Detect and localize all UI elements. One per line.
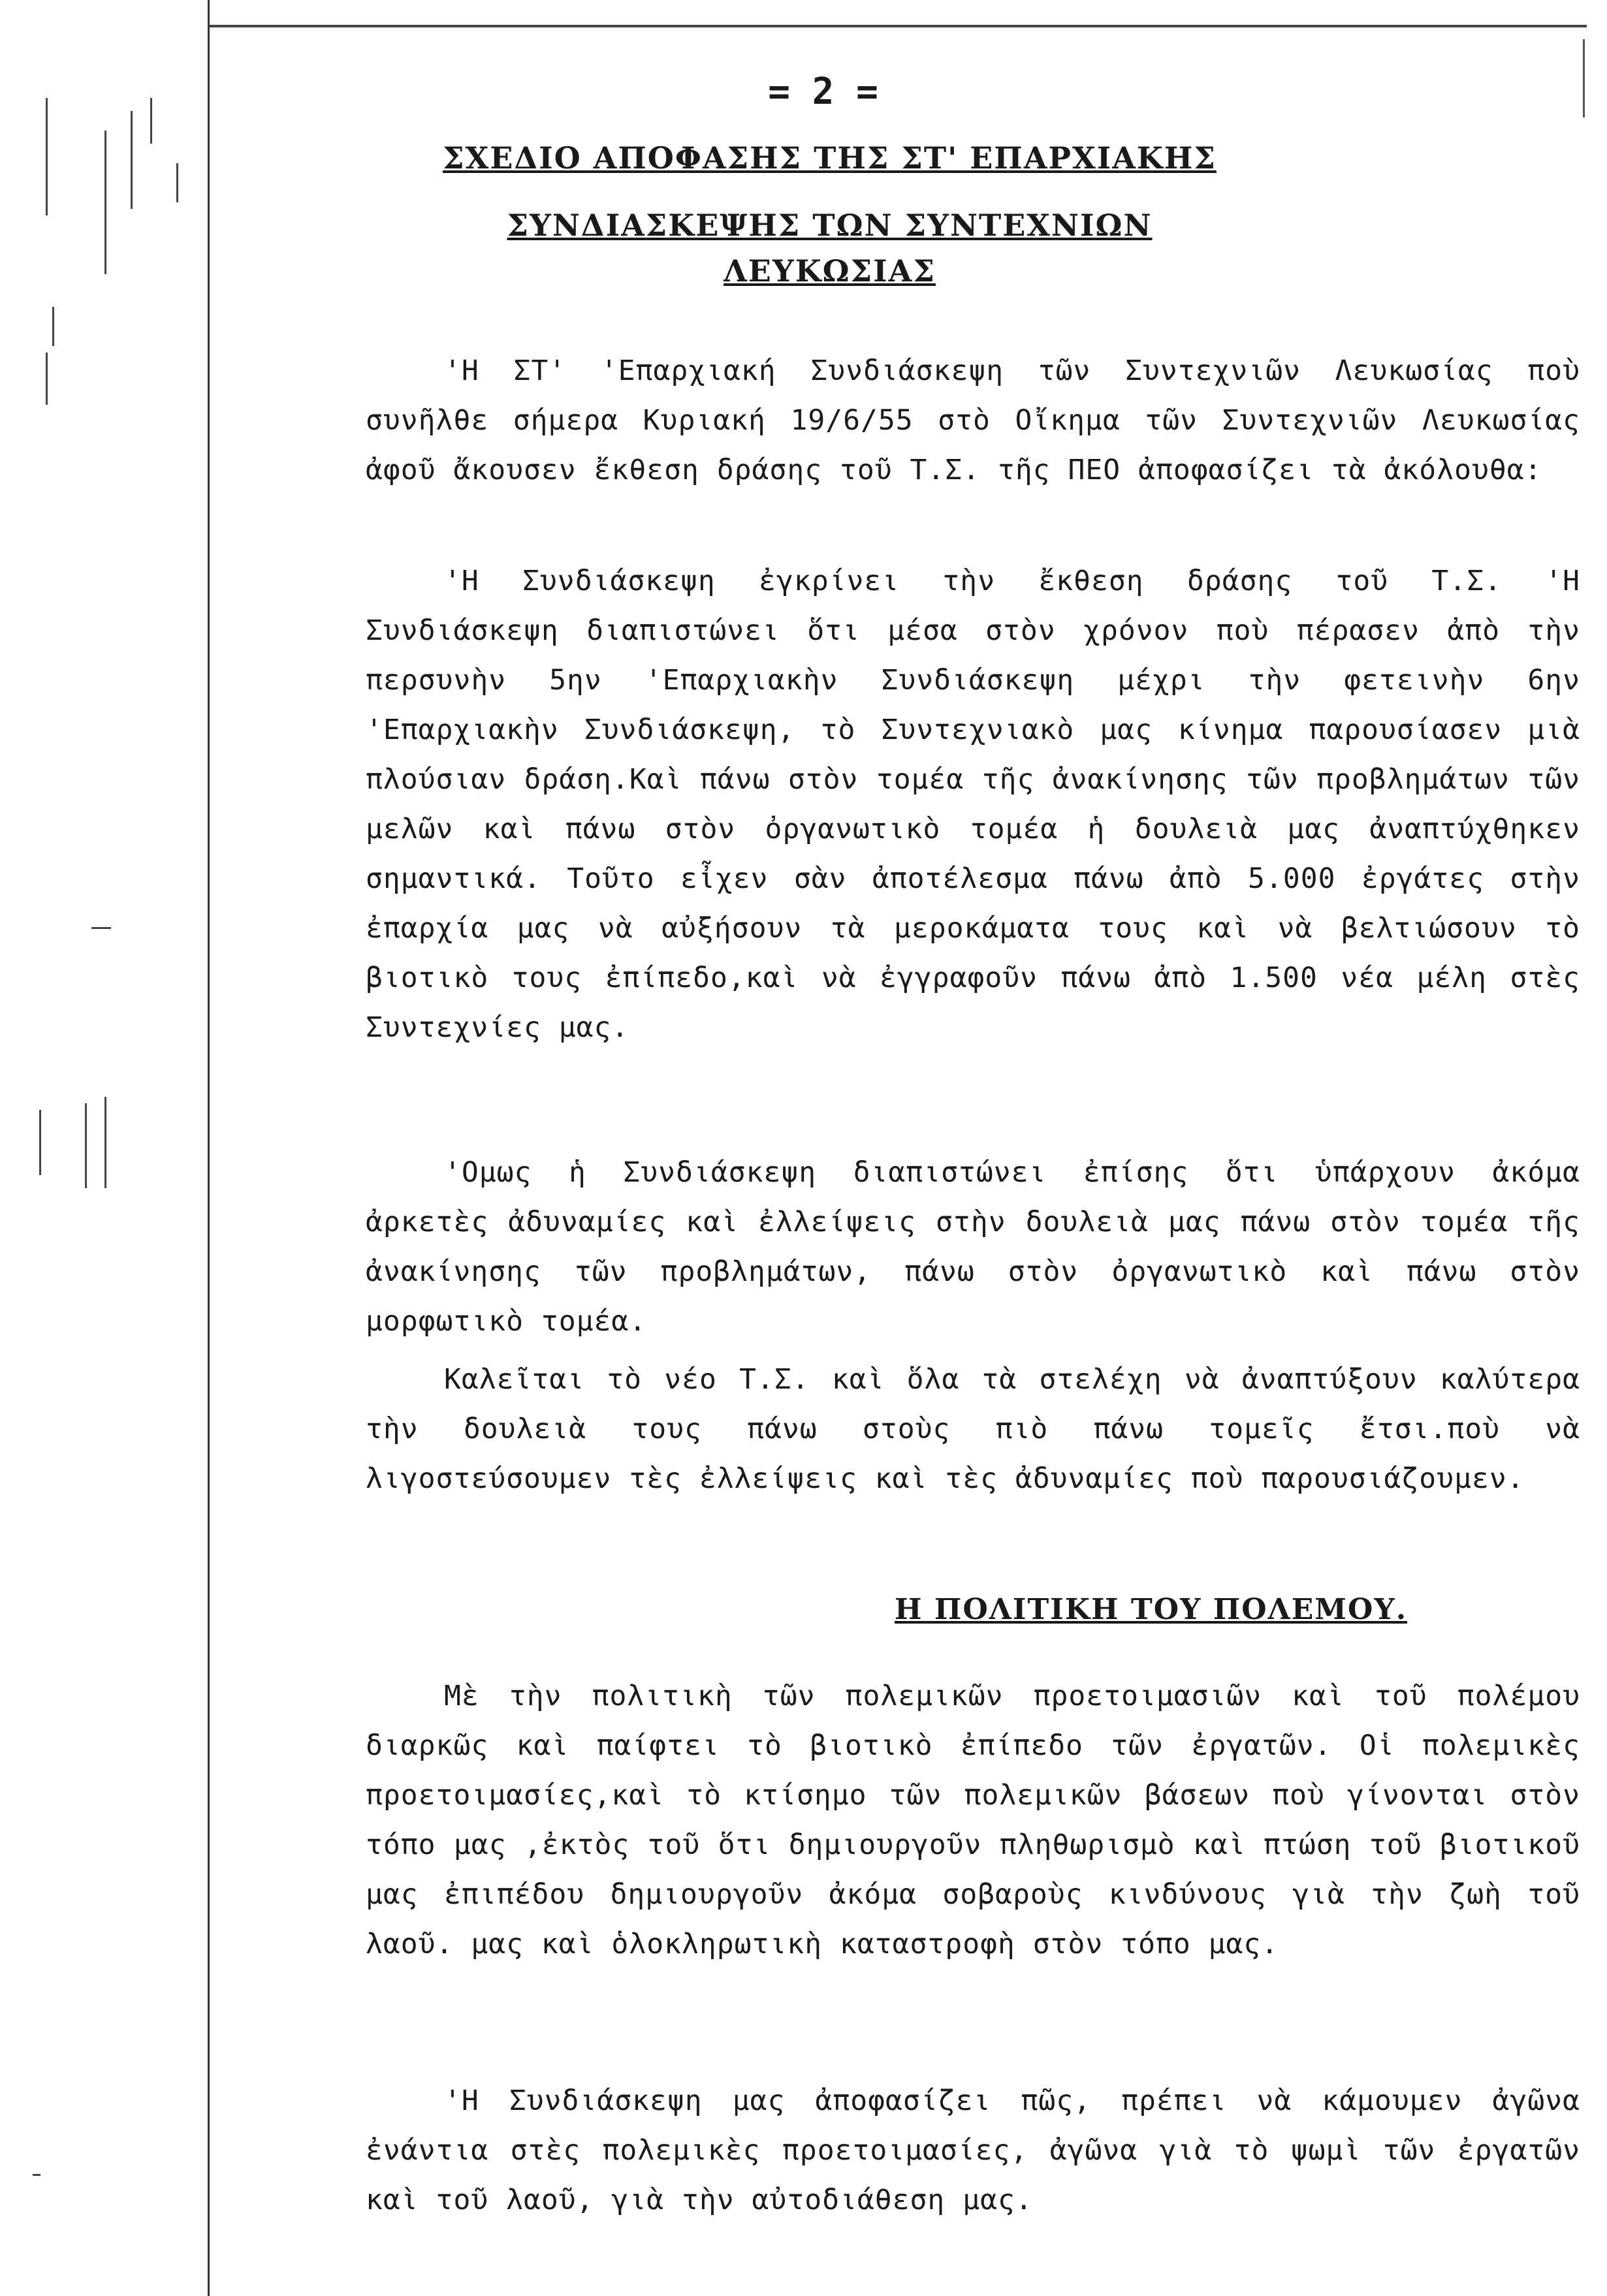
section-heading-war-policy: Η ΠΟΛΙΤΙΚΗ ΤΟΥ ΠΟΛΕΜΟΥ. — [895, 1593, 1408, 1626]
left-margin-rule — [208, 0, 210, 2296]
margin-scratch — [104, 1097, 106, 1188]
margin-scratch — [85, 1103, 87, 1188]
document-title-line-2: ΣΥΝΔΙΑΣΚΕΨΗΣ ΤΩΝ ΣΥΝΤΕΧΝΙΩΝ — [507, 208, 1153, 243]
paragraph-text: 'Η Συνδιάσκεψη μας ἀποφασίζει πῶς, πρέπει νὰ κάμουμεν ἀγῶνα ἐνάντια στὲς πολεμικὲς προετοιμασίες, ἀγῶνα γιὰ τὸ ψωμὶ τῶν ἐργατῶν καὶ τοῦ λαοῦ, γιὰ τὴν αὐτοδιάθεση μας. — [366, 2084, 1580, 2216]
margin-scratch — [46, 353, 48, 405]
paragraph-call — [366, 1355, 1580, 1503]
paragraph-text: 'Ομως ἡ Συνδιάσκεψη διαπιστώνει ἐπίσης ὅτι ὑπάρχουν ἀκόμα ἀρκετὲς ἀδυναμίες καὶ ἐλλείψεις στὴν δουλειὰ μας πάνω στὸν τομέα τῆς ἀνακίνησης τῶν προβλημάτων, πάνω στὸν ὀργανωτικὸ καὶ πάνω στὸν μορφωτικὸ τομέα. — [366, 1156, 1580, 1338]
paragraph-text: Μὲ τὴν πολιτικὴ τῶν πολεμικῶν προετοιμασιῶν καὶ τοῦ πολέμου διαρκῶς καὶ παίφτει τὸ βιοτικὸ ἐπίπεδο τῶν ἐργατῶν. Οἱ πολεμικὲς προετοιμασίες,καὶ τὸ κτίσημο τῶν πολεμικῶν βάσεων ποὺ γίνονται στὸν τόπο μας ,ἐκτὸς τοῦ ὅτι δημιουργοῦν πληθωρισμὸ καὶ πτώση τοῦ βιοτικοῦ μας ἐπιπέδου δημιουργοῦν ἀκόμα σοβαροὺς κινδύνους γιὰ τὴν ζωὴ τοῦ λαοῦ. μας καὶ ὁλοκληρωτικὴ καταστροφὴ στὸν τόπο μας. — [366, 1680, 1580, 1960]
paragraph-text: Καλεῖται τὸ νέο Τ.Σ. καὶ ὅλα τὰ στελέχη νὰ ἀναπτύξουν καλύτερα τὴν δουλειὰ τους πάνω στοὺς πιὸ πάνω τομεῖς ἔτσι.ποὺ νὰ λιγοστεύσουμεν τὲς ἐλλείψεις καὶ τὲς ἀδυναμίες ποὺ παρουσιάζουμεν. — [366, 1363, 1580, 1495]
paragraph-approval — [366, 556, 1580, 1052]
document-title-line-1: ΣΧΕΔΙΟ ΑΠΟΦΑΣΗΣ ΤΗΣ ΣΤ' ΕΠΑΡΧΙΑΚΗΣ — [443, 140, 1217, 176]
page-number: = 2 = — [768, 71, 878, 113]
margin-scratch — [39, 1110, 41, 1175]
margin-scratch — [91, 927, 111, 929]
margin-scratch — [33, 2174, 40, 2176]
paragraph-weaknesses — [366, 1148, 1580, 1346]
paragraph-text: 'Η Συνδιάσκεψη ἐγκρίνει τὴν ἔκθεση δράσης τοῦ Τ.Σ. 'Η Συνδιάσκεψη διαπιστώνει ὅτι μέσα στὸν χρόνον ποὺ πέρασεν ἀπὸ τὴν περσυνὴν 5ην 'Επαρχιακὴν Συνδιάσκεψη μέχρι τὴν φετεινὴν 6ην 'Επαρχιακὴν Συνδιάσκεψη, τὸ Συντεχνιακὸ μας κίνημα παρουσίασεν μιὰ πλούσιαν δράση.Καὶ πάνω στὸν τομέα τῆς ἀνακίνησης τῶν προβλημάτων τῶν μελῶν καὶ πάνω στὸν ὀργανωτικὸ τομέα ἡ δουλειὰ μας ἀναπτύχθηκεν σημαντικά. Τοῦτο εἶχεν σὰν ἀποτέλεσμα πάνω ἀπὸ 5.000 ἐργάτες στὴν ἐπαρχία μας νὰ αὐξήσουν τὰ μεροκάματα τους καὶ νὰ βελτιώσουν τὸ βιοτικὸ τους ἐπίπεδο,καὶ νὰ ἐγγραφοῦν πάνω ἀπὸ 1.500 νέα μέλη στὲς Συντεχνίες μας. — [366, 565, 1580, 1044]
document-title-line-3: ΛΕΥΚΩΣΙΑΣ — [724, 253, 936, 289]
top-edge-rule — [209, 25, 1587, 27]
paragraph-intro — [366, 346, 1580, 495]
paragraph-text: 'Η ΣΤ' 'Επαρχιακή Συνδιάσκεψη τῶν Συντεχνιῶν Λευκωσίας ποὺ συνῆλθε σήμερα Κυριακή 19/6/55 στὸ Οἴκημα τῶν Συντεχνιῶν Λευκωσίας ἀφοῦ ἄκουσεν ἔκθεση δράσης τοῦ Τ.Σ. τῆς ΠΕΟ ἀποφασίζει τὰ ἀκόλουθα: — [366, 354, 1580, 486]
paragraph-war-policy — [366, 1671, 1580, 1969]
margin-scratch — [52, 307, 54, 346]
paragraph-decision — [366, 2076, 1580, 2225]
